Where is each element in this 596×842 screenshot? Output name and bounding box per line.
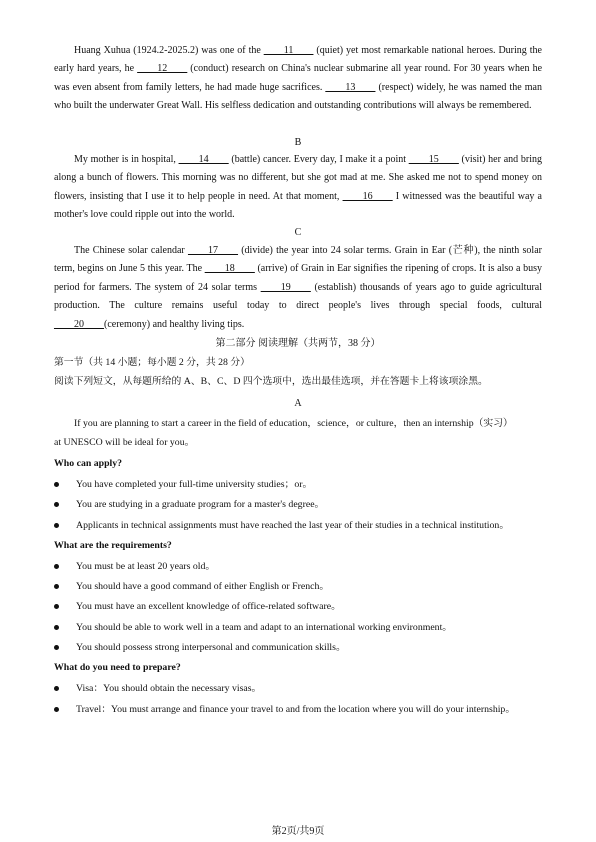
part-title: 第二部分 阅读理解（共两节，38 分）	[215, 338, 381, 349]
intro-line: If you are planning to start a career in the field of education，science，or culture，then an internship（实习）	[74, 418, 513, 429]
passage-text: Huang Xuhua (1924.2-2025.2) was one of the	[74, 45, 264, 56]
passage-text: (battle) cancer. Every day, I make it a point	[228, 154, 409, 165]
intro-line: at UNESCO will be ideal for you。	[54, 437, 195, 448]
passage-heading-a: A	[294, 398, 302, 409]
bullet-icon	[54, 502, 59, 507]
blank-19: ____19____	[260, 281, 311, 293]
passage-text: I witnessed was the beautiful way a mother's love could ripple out into the world.	[54, 190, 543, 221]
passage-text: (conduct) research on China's nuclear submarine all year round. For 30 years when he was even absent from family letters, he had made huge sacrifices.	[54, 63, 543, 93]
bullet-icon	[54, 604, 59, 609]
exam-page: Huang Xuhua (1924.2-2025.2) was one of the ____11____ (quiet) yet most remarkable national heroes. During the early hard years, he ____12____ (conduct) research on China's nuclear submarine all year round. For 30 years when he was even absent from family letters, he had made huge sacrifices. ____13____ (respect) widely, he was named the man who built the underwater Great Wall. His selfless dedication and outstanding contributions will always be remembered. B My mother is in hospital, ____14____ (battle) cancer. Every day, I make it a point ____15____ (visit) her and bring along a bunch of flowers. This morning was no different, but she got mad at me. She asked me not to spend money on flowers, insisting that I use it to help people in need. At that moment, ____16____ I witnessed was the beautiful way a mother's love could ripple out into the world. C The Chinese solar calendar ____17____ (divide) the year into 24 solar terms. Grain in Ear (芒种), the ninth solar term, begins on June 5 this year. The ____18____ (arrive) of Grain in Ear signifies the ripening of crops. It is also a busy period for farmers. The system of 24 solar terms ____19____ (establish) thousands of years ago to guide agricultural production. The culture remains useful today to direct people's lives through special foods, cultural ____20____(ceremony) and healthy living tips. 第二部分 阅读理解（共两节，38 分） 第一节（共 14 小题；每小题 2 分，共 28 分） 阅读下列短文，从每题所给的 A、B、C、D 四个选项中，选出最佳选项，并在答题卡上将该项涂黑。 A If you are planning to start a career in the field of education，science，or culture，then an internship（实习） at UNESCO will be ideal for you。 Who can apply? You have completed your full-time university studies；or。 You are studying in a graduate program for a master's degree。 Applicants in technical assignments must have reached the last year of their studies in a technical institution。 What are the requirements? You must be at least 20 years old。 You should have a good command of either English or French。 You must have an excellent knowledge of office-related software。 You should be able to work well in a team and adapt to an international working environment。 You should possess strong interpersonal and communication skills。 What do you need to prepare? Visa：You should obtain the necessary visas。 Travel：You must arrange and finance your travel to and from the location where you will do your internship。 第2页/共9页	[0, 0, 596, 842]
who-heading: Who can apply?	[54, 458, 123, 469]
bullet-icon	[54, 707, 59, 712]
blank-13: ____13____	[325, 81, 376, 93]
blank-16: ____16____	[342, 190, 393, 202]
section-title: 第一节（共 14 小题；每小题 2 分，共 28 分）	[54, 357, 250, 368]
bullet-icon	[54, 564, 59, 569]
blank-12: ____12____	[137, 63, 188, 75]
requirements-heading: What are the requirements?	[54, 540, 172, 551]
passage-text: (quiet) yet most remarkable national heroes. During the early hard years, he	[54, 45, 542, 75]
instructions: 阅读下列短文，从每题所给的 A、B、C、D 四个选项中，选出最佳选项，并在答题卡上将该项涂黑。	[54, 376, 488, 387]
passage-text: The Chinese solar calendar	[74, 245, 188, 256]
prepare-heading: What do you need to prepare?	[54, 662, 181, 673]
blank-18: ____18____	[204, 263, 255, 275]
section-heading-c: C	[294, 227, 302, 238]
page-number: 第2页/共9页	[271, 826, 325, 837]
passage-text: (divide) the year into 24 solar terms. Grain in Ear (芒种), the ninth solar term, begins on June 5 this year. The	[54, 245, 542, 275]
section-heading-b: B	[294, 137, 302, 148]
cloze-paragraph-a	[54, 42, 542, 116]
bullet-icon	[54, 625, 59, 630]
bullet-icon	[54, 523, 59, 528]
passage-text: (establish) thousands of years ago to guide agricultural production. The culture remains useful today to direct people's lives through special foods, cultural	[54, 281, 543, 312]
passage-text: (visit) her and bring along a bunch of flowers. This morning was no different, but she got mad at me. She asked me not to spend money on flowers, insisting that I use it to help people in need. At that moment,	[54, 154, 543, 202]
bullet-icon	[54, 645, 59, 650]
bullet-icon	[54, 584, 59, 589]
blank-20: ____20____	[54, 318, 104, 330]
passage-text: (ceremony) and healthy living tips.	[104, 318, 245, 330]
blank-15: ____15____	[408, 154, 459, 165]
blank-11: ____11____	[263, 45, 314, 56]
blank-17: ____17____	[187, 245, 238, 256]
cloze-paragraph-b	[54, 151, 542, 225]
blank-14: ____14____	[178, 154, 229, 165]
passage-text: (respect) widely, he was named the man who built the underwater Great Wall. His selfless dedication and outstanding contributions will always be remembered.	[54, 81, 542, 112]
passage-text: (arrive) of Grain in Ear signifies the ripening of crops. It is also a busy period for farmers. The system of 24 solar terms	[54, 263, 542, 293]
bullet-icon	[54, 482, 59, 487]
cloze-paragraph-c	[54, 242, 542, 334]
bullet-icon	[54, 686, 59, 691]
passage-text: My mother is in hospital,	[74, 154, 179, 165]
